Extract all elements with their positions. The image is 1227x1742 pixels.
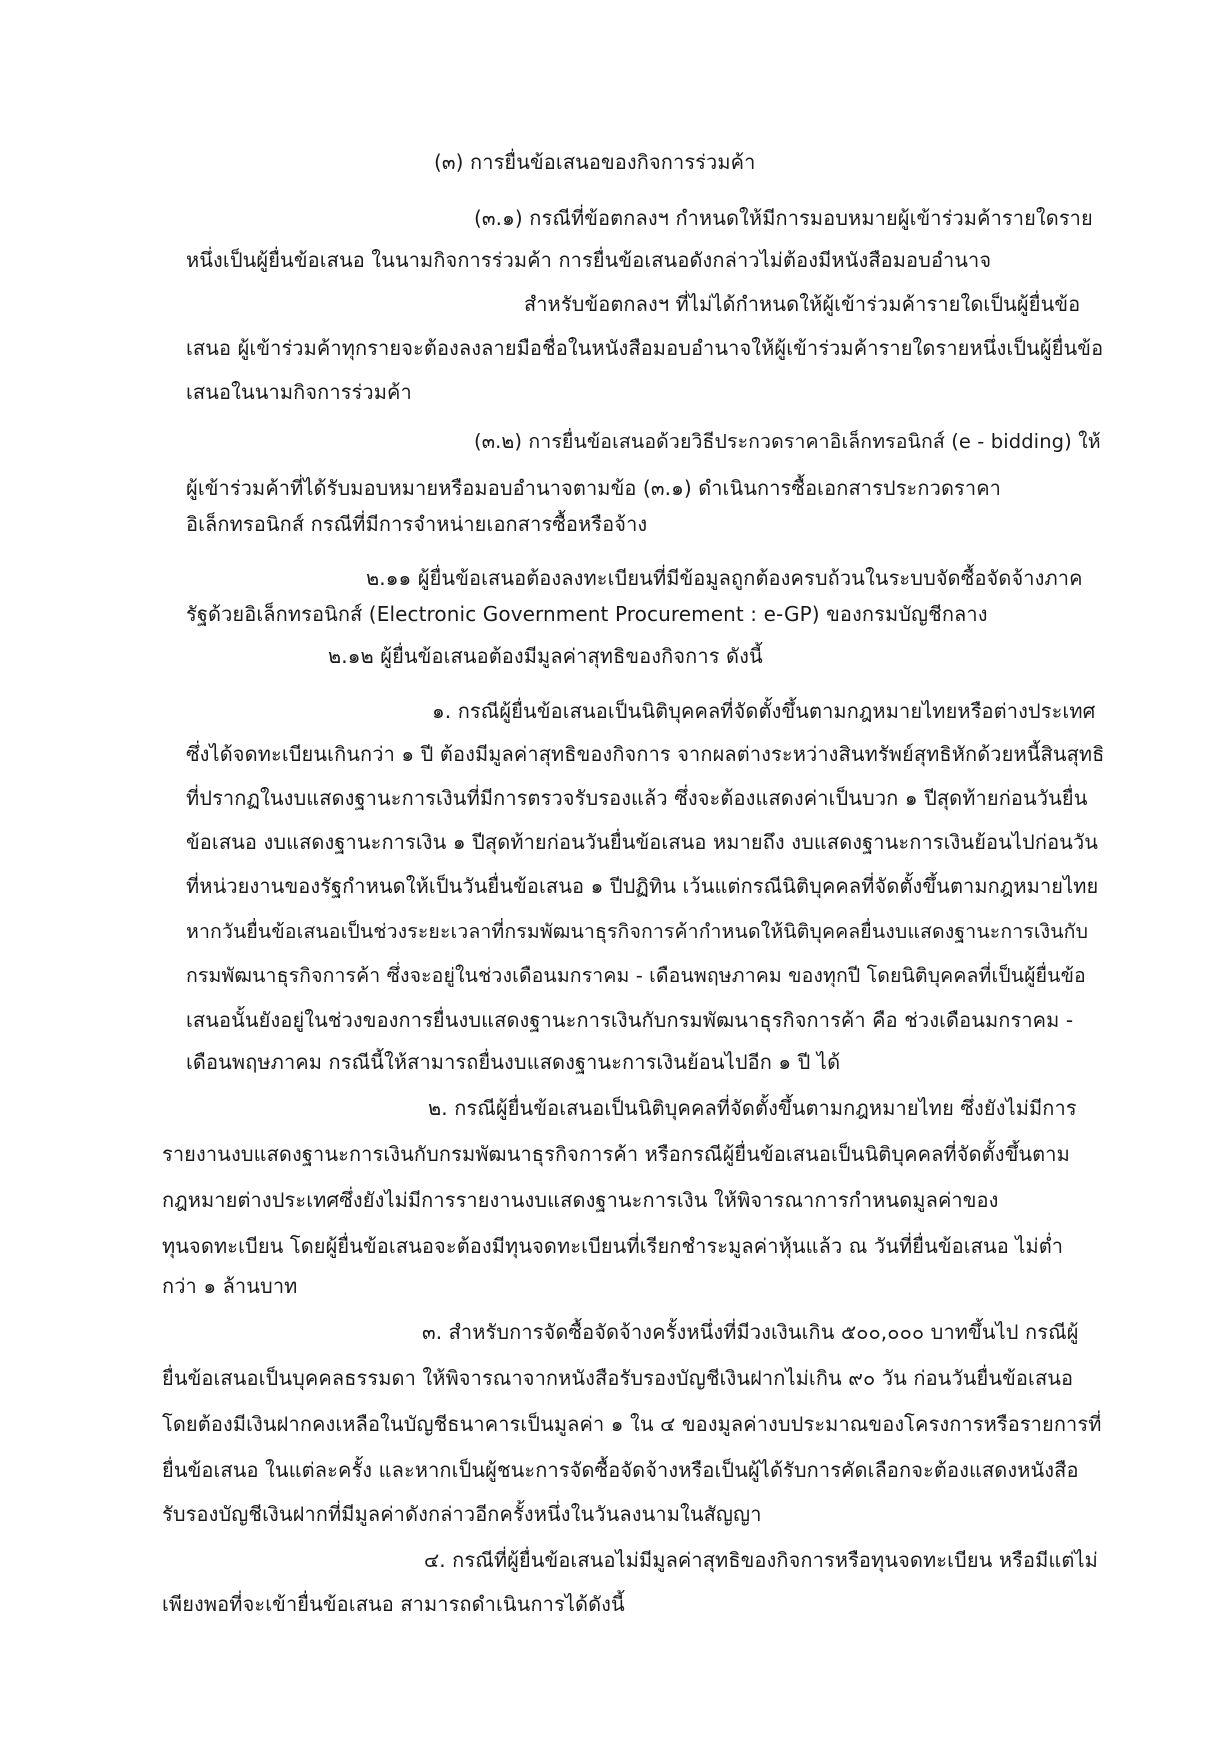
paragraph-line: ที่ปรากฏในงบแสดงฐานะการเงินที่มีการตรวจรับรองแล้ว ซึ่งจะต้องแสดงค่าเป็นบวก ๑ ปีสุดท้ายก่อนวันยื่น	[186, 786, 1088, 810]
paragraph-line: ๓. สำหรับการจัดซื้อจัดจ้างครั้งหนึ่งที่มีวงเงินเกิน ๕๐๐,๐๐๐ บาทขึ้นไป กรณีผู้	[422, 1320, 1079, 1344]
paragraph-line: เสนอ ผู้เข้าร่วมค้าทุกรายจะต้องลงลายมือชื่อในหนังสือมอบอำนาจให้ผู้เข้าร่วมค้ารายใดรายหนึ่งเป็นผู้ยื่นข้อ	[186, 336, 1104, 360]
paragraph-line: ผู้เข้าร่วมค้าที่ได้รับมอบหมายหรือมอบอำนาจตามข้อ (๓.๑) ดำเนินการซื้อเอกสารประกวดราคา	[186, 476, 1002, 500]
paragraph-line: ซึ่งได้จดทะเบียนเกินกว่า ๑ ปี ต้องมีมูลค่าสุทธิของกิจการ จากผลต่างระหว่างสินทรัพย์สุทธิหักด้วยหนี้สินสุทธิ	[186, 742, 1105, 766]
paragraph-line: ๔. กรณีที่ผู้ยื่นข้อเสนอไม่มีมูลค่าสุทธิของกิจการหรือทุนจดทะเบียน หรือมีแต่ไม่	[424, 1548, 1098, 1572]
paragraph-line: เดือนพฤษภาคม กรณีนี้ให้สามารถยื่นงบแสดงฐานะการเงินย้อนไปอีก ๑ ปี ได้	[186, 1050, 841, 1074]
paragraph-line: สำหรับข้อตกลงฯ ที่ไม่ได้กำหนดให้ผู้เข้าร่วมค้ารายใดเป็นผู้ยื่นข้อ	[524, 292, 1081, 316]
paragraph-line: (๓.๒) การยื่นข้อเสนอด้วยวิธีประกวดราคาอิเล็กทรอนิกส์ (e - bidding) ให้	[474, 430, 1101, 453]
paragraph-line: กรมพัฒนาธุรกิจการค้า ซึ่งจะอยู่ในช่วงเดือนมกราคม - เดือนพฤษภาคม ของทุกปี โดยนิติบุคคลที่เป็นผู้ยื่นข้อ	[186, 964, 1086, 987]
clause-heading: ๒.๑๑ ผู้ยื่นข้อเสนอต้องลงทะเบียนที่มีข้อมูลถูกต้องครบถ้วนในระบบจัดซื้อจัดจ้างภาค	[366, 566, 1083, 590]
paragraph-line: หากวันยื่นข้อเสนอเป็นช่วงระยะเวลาที่กรมพัฒนาธุรกิจการค้ากำหนดให้นิติบุคคลยื่นงบแสดงฐานะการเงินกับ	[186, 920, 1089, 943]
paragraph-line: ข้อเสนอ งบแสดงฐานะการเงิน ๑ ปีสุดท้ายก่อนวันยื่นข้อเสนอ หมายถึง งบแสดงฐานะการเงินย้อนไปก่อนวัน	[186, 830, 1099, 854]
paragraph-line: เสนอนั้นยังอยู่ในช่วงของการยื่นงบแสดงฐานะการเงินกับกรมพัฒนาธุรกิจการค้า คือ ช่วงเดือนมกราคม -	[186, 1008, 1074, 1032]
paragraph-line: ที่หน่วยงานของรัฐกำหนดให้เป็นวันยื่นข้อเสนอ ๑ ปีปฏิทิน เว้นแต่กรณีนิติบุคคลที่จัดตั้งขึ้นตามกฎหมายไทย	[186, 874, 1099, 898]
paragraph-line: เสนอในนามกิจการร่วมค้า	[186, 380, 412, 404]
paragraph-line: รับรองบัญชีเงินฝากที่มีมูลค่าดังกล่าวอีกครั้งหนึ่งในวันลงนามในสัญญา	[162, 1502, 762, 1526]
paragraph-line: อิเล็กทรอนิกส์ กรณีที่มีการจำหน่ายเอกสารซื้อหรือจ้าง	[186, 512, 648, 536]
section-heading: (๓) การยื่นข้อเสนอของกิจการร่วมค้า	[434, 150, 756, 174]
paragraph-line: ๒. กรณีผู้ยื่นข้อเสนอเป็นนิติบุคคลที่จัดตั้งขึ้นตามกฎหมายไทย ซึ่งยังไม่มีการ	[428, 1096, 1077, 1120]
paragraph-line: เพียงพอที่จะเข้ายื่นข้อเสนอ สามารถดำเนินการได้ดังนี้	[162, 1592, 625, 1616]
paragraph-line: ยื่นข้อเสนอ ในแต่ละครั้ง และหากเป็นผู้ชนะการจัดซื้อจัดจ้างหรือเป็นผู้ได้รับการคัดเลือกจะต้องแสดงหนังสือ	[162, 1458, 1079, 1482]
paragraph-line: หนึ่งเป็นผู้ยื่นข้อเสนอ ในนามกิจการร่วมค้า การยื่นข้อเสนอดังกล่าวไม่ต้องมีหนังสือมอบอำนาจ	[186, 248, 992, 272]
paragraph-line: รายงานงบแสดงฐานะการเงินกับกรมพัฒนาธุรกิจการค้า หรือกรณีผู้ยื่นข้อเสนอเป็นนิติบุคคลที่จัดตั้งขึ้นตาม	[162, 1142, 1070, 1166]
clause-heading: ๒.๑๒ ผู้ยื่นข้อเสนอต้องมีมูลค่าสุทธิของกิจการ ดังนี้	[328, 644, 763, 668]
paragraph-line: รัฐด้วยอิเล็กทรอนิกส์ (Electronic Government Procurement : e-GP) ของกรมบัญชีกลาง	[186, 602, 988, 626]
paragraph-line: กว่า ๑ ล้านบาท	[162, 1274, 298, 1298]
paragraph-line: ยื่นข้อเสนอเป็นบุคคลธรรมดา ให้พิจารณาจากหนังสือรับรองบัญชีเงินฝากไม่เกิน ๙๐ วัน ก่อนวันยื่นข้อเสนอ	[162, 1366, 1074, 1390]
paragraph-line: โดยต้องมีเงินฝากคงเหลือในบัญชีธนาคารเป็นมูลค่า ๑ ใน ๔ ของมูลค่างบประมาณของโครงการหรือรายการที่	[162, 1412, 1102, 1436]
paragraph-line: กฎหมายต่างประเทศซึ่งยังไม่มีการรายงานงบแสดงฐานะการเงิน ให้พิจารณาการกำหนดมูลค่าของ	[162, 1188, 999, 1212]
paragraph-line: ๑. กรณีผู้ยื่นข้อเสนอเป็นนิติบุคคลที่จัดตั้งขึ้นตามกฎหมายไทยหรือต่างประเทศ	[432, 699, 1096, 723]
paragraph-line: (๓.๑) กรณีที่ข้อตกลงฯ กำหนดให้มีการมอบหมายผู้เข้าร่วมค้ารายใดราย	[474, 206, 1093, 230]
paragraph-line: ทุนจดทะเบียน โดยผู้ยื่นข้อเสนอจะต้องมีทุนจดทะเบียนที่เรียกชำระมูลค่าหุ้นแล้ว ณ วันที่ยื่นข้อเสนอ ไม่ต่ำ	[162, 1234, 1064, 1258]
